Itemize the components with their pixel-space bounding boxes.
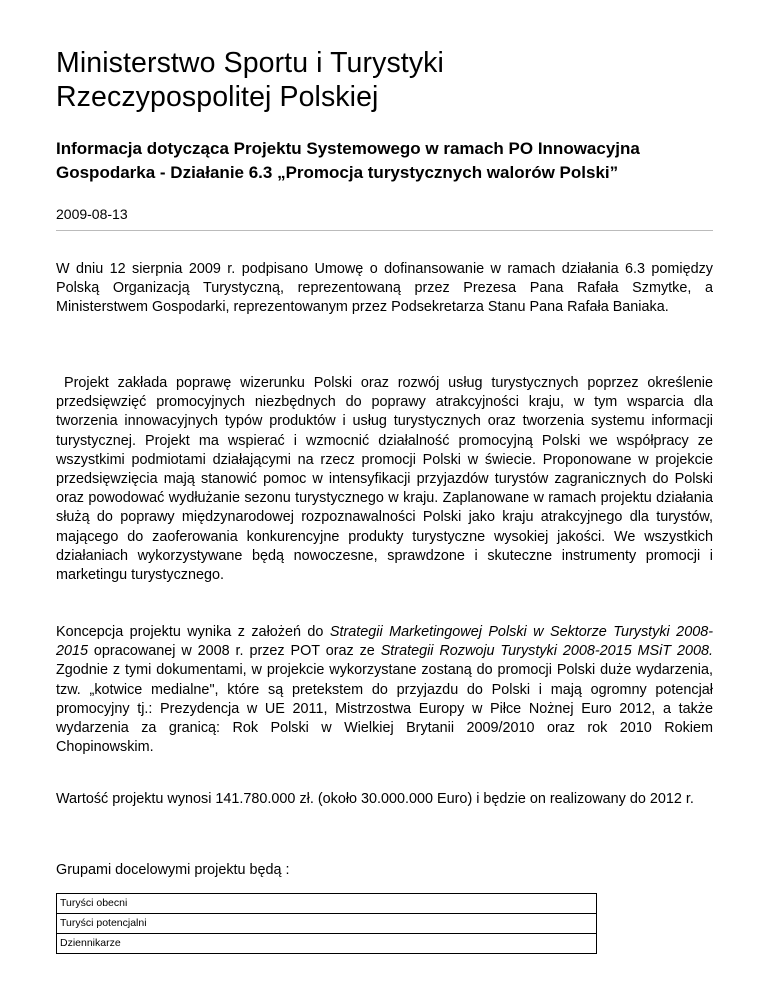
article-title: Informacja dotycząca Projektu Systemowego w ramach PO Innowacyjna Gospodarka - Działanie 6.3 „Promocja turystycznych walorów Polski” [56, 139, 640, 182]
table-cell: Turyści obecni [57, 894, 597, 914]
strategy-development-title: Strategii Rozwoju Turystyki 2008-2015 MSiT 2008. [380, 643, 713, 660]
concept-text-1: Koncepcja projektu wynika z założeń do [56, 624, 330, 640]
ministry-name [56, 46, 444, 114]
publication-date: 2009-08-13 [56, 206, 128, 222]
concept-text-3: Zgodnie z tymi dokumentami, w projekcie wykorzystane zostaną do promocji Polski duże wydarzenia, tzw. „kotwice medialne", które są pretekstem do przyjazdu do Polski i mają ogromny potencjał promocyjny tj.: Prezydencja w UE 2011, Mistrzostwa Europy w Piłce Nożnej Euro 2012, a także wydarzenia za granicą: Rok Polski w Wielkiej Brytanii 2009/2010 oraz rok 2010 Rokiem Chopinowskim. [56, 662, 713, 756]
table-row [57, 934, 597, 954]
ministry-name-line-2: Rzeczypospolitej Polskiej [56, 81, 379, 113]
concept-text-2: opracowanej w 2008 r. przez POT oraz ze [88, 643, 381, 660]
table-cell: Dziennikarze [57, 934, 597, 954]
paragraph-target-groups-intro: Grupami docelowymi projektu będą : [56, 862, 290, 878]
table-cell: Turyści potencjalni [57, 914, 597, 934]
ministry-name-line-1: Ministerstwo Sportu i Turystyki [56, 47, 444, 79]
paragraph-agreement: W dniu 12 sierpnia 2009 r. podpisano Umowę o dofinansowanie w ramach działania 6.3 pomiędzy Polską Organizacją Turystyczną, reprezentowaną przez Prezesa Pana Rafała Szmytke, a Ministerstwem Gospodarki, reprezentowanym przez Podsekretarza Stanu Pana Rafała Baniaka. [56, 261, 713, 316]
target-groups-table [56, 893, 597, 954]
table-row [57, 894, 597, 914]
paragraph-project-goals: Projekt zakłada poprawę wizerunku Polski oraz rozwój usług turystycznych poprzez określenie przedsięwzięć promocyjnych niezbędnych do poprawy atrakcyjności kraju, w tym wsparcia dla tworzenia innowacyjnych typów produktów i usług turystycznych oraz tworzenia systemu informacji turystycznej. Projekt ma wspierać i wzmocnić działalność promocyjną Polski we współpracy ze wszystkimi podmiotami działającymi na rzecz promocji Polski w świecie. Proponowane w projekcie przedsięwzięcia mają stanowić pomoc w intensyfikacji przyjazdów turystów zagranicznych do Polski oraz powodować wydłużanie sezonu turystycznego w kraju. Zaplanowane w ramach projektu działania służą do poprawy międzynarodowej rozpoznawalności Polski jako kraju atrakcyjnego dla turystów, mającego do zaoferowania konkurencyjne produkty turystyczne wysokiej jakości. We wszystkich działaniach wykorzystywane będą nowoczesne, sprawdzone i skuteczne instrumenty promocji i marketingu turystycznego. [56, 375, 713, 584]
table-row [57, 914, 597, 934]
paragraph-project-concept [56, 623, 713, 757]
paragraph-project-value: Wartość projektu wynosi 141.780.000 zł. (około 30.000.000 Euro) i będzie on realizowany do 2012 r. [56, 791, 694, 807]
header-divider [56, 230, 713, 231]
strategy-marketing-title: Strategii Marketingowej Polski w Sektorze Turystyki 2008-2015 [56, 624, 713, 660]
